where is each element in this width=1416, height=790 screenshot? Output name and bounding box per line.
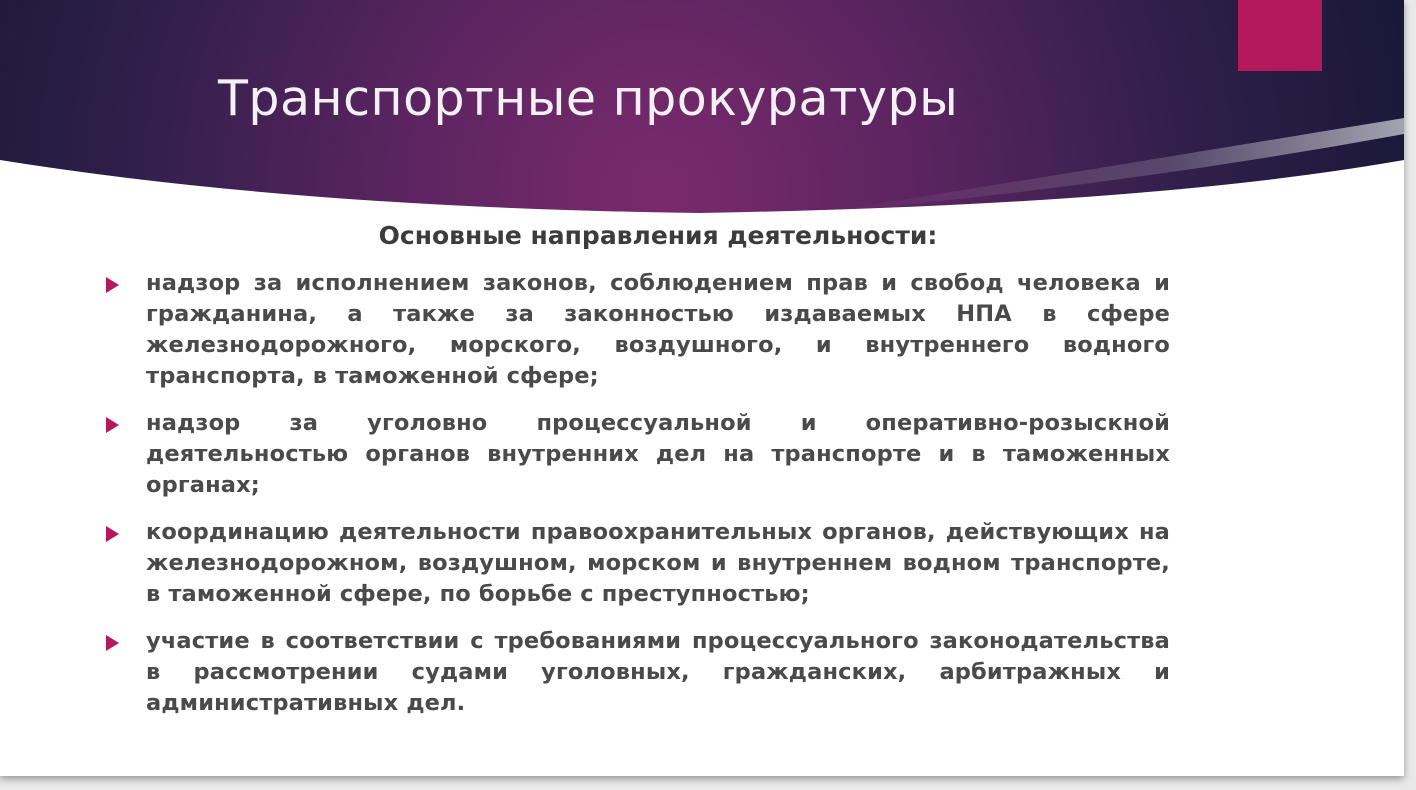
triangle-right-icon <box>106 635 119 651</box>
bullet-text: надзор за уголовно процессуальной и оперативно-розыскной деятельностью органов внутренних дел на транспорте и в таможенных органах; <box>146 410 1170 498</box>
bullet-text: надзор за исполнением законов, соблюдением прав и свобод человека и гражданина, а также за законностью издаваемых НПА в сфере железнодорожного, морского, воздушного, и внутреннего водного транспорта, в таможенной сфере; <box>146 270 1170 389</box>
triangle-right-icon <box>106 417 119 433</box>
triangle-right-icon <box>106 526 119 542</box>
bullet-item <box>104 408 1170 501</box>
bullet-text: координацию деятельности правоохранительных органов, действующих на железнодорожном, воздушном, морском и внутреннем водном транспорте, в таможенной сфере, по борьбе с преступностью; <box>146 519 1170 607</box>
bullet-item <box>104 517 1170 610</box>
bullet-item <box>104 268 1170 392</box>
slide-subtitle: Основные направления деятельности: <box>378 221 938 250</box>
bullet-list <box>104 268 1170 735</box>
bullet-item <box>104 626 1170 719</box>
bullet-text: участие в соответствии с требованиями процессуального законодательства в рассмотрении судами уголовных, гражданских, арбитражных и административных дел. <box>146 628 1170 716</box>
slide-title: Транспортные прокуратуры <box>218 70 959 127</box>
accent-square <box>1238 0 1322 71</box>
triangle-right-icon <box>106 277 119 293</box>
